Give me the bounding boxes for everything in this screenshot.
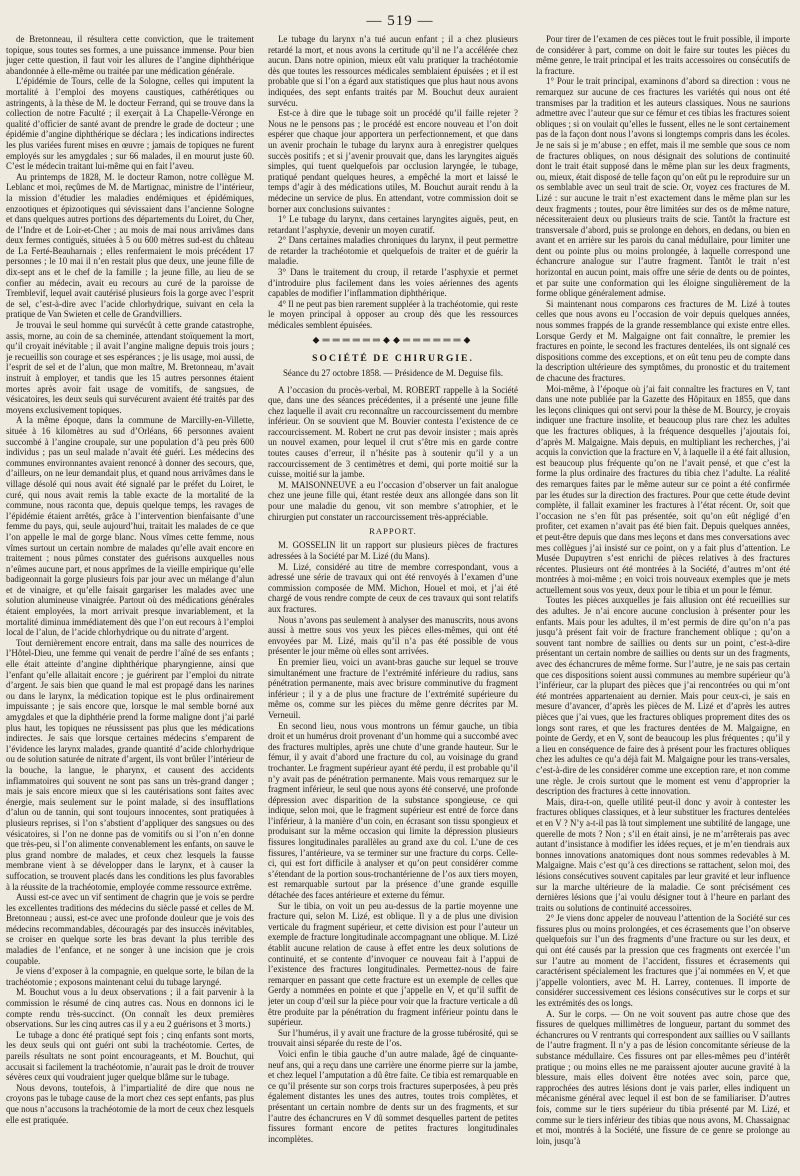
paragraph: 4° Il ne peut pas bien rarement suppléer à la trachéotomie, qui reste le moyen principal à opposer au croup dès que les ressources médicales semblent épuisées. [268, 298, 518, 331]
column-right [536, 34, 790, 1170]
paragraph: Est-ce à dire que le tubage soit un procédé qu’il faille rejeter ? Nous ne le pensons pas ; le procédé est encore nouveau et l’on doit espérer que chaque jour apportera un perfectionnement, et que dans un avenir prochain le tubage du larynx aura à enregistrer quelques succès positifs ; et si j’avenir prouvait que, dans les laryngites aiguës simples, qui tuent quelquefois par occlusion laryngée, le tubage, pratiqué pendant quelques heures, a empêché la mort et laissé le temps d’agir à des médications utiles, M. Bouchut aurait rendu à la médecine un service de plus. En attendant, votre commission doit se borner aux conclusions suivantes : [268, 108, 518, 214]
page-header [0, 12, 800, 30]
paragraph: Je viens d’exposer à la compagnie, en quelque sorte, le bilan de la trachéotomie ; exposons maintenant celui du tubage laryngé. [6, 966, 254, 987]
paragraph: 1° Pour le trait principal, examinons d’abord sa direction : vous ne remarquez sur aucune de ces fractures les variétés qui nous ont été transmises par la tradition et les auteurs classiques. Nous ne saurions admettre avec l’auteur que sur ce fémur et ces tibias les fractures soient obliques ; si on voulait qu’elles le fussent, elles ne le sont certainement pas de la façon dont nous l’avons si longtemps compris dans les écoles. Je ne sais si je m’abuse ; en effet, mais il me semble que sous ce nom de fractures obliques, on nous désignait des solutions de continuité dont le trait était supposé dans le même plan sur les deux fragments, ou, mieux, était disposé de telle façon qu’on eût pu le reproduire sur un os semblable avec un seul trait de scie. Or, voyez ces fractures de M. Lizé : sur aucune le trait n’est exactement dans le même plan sur les deux fragments ; toutes, pour être limitées sur des os de même nature, nécessiteraient deux ou plusieurs traits de scie. Tantôt la fracture est transversale d’abord, puis se prolonge en dehors, en dedans, ou bien en avant et en arrière sur les parois du canal médullaire, pour limiter une dent ou pointe plus ou moins prolongée, à laquelle correspond une échancrure analogue sur l’autre fragment. Tantôt le trait n’est horizontal en aucun point, mais offre une série de dents ou de pointes, et par suite une conformation qui les éloigne singulièrement de la forme oblique généralement admise. [536, 76, 790, 299]
paragraph: Pour tirer de l’examen de ces pièces tout le fruit possible, il importe de considérer à part, comme on doit le faire sur toutes les pièces du même genre, le trait principal et les traits accessoires ou consécutifs de la fracture. [536, 34, 790, 76]
paragraph: M. MAISONNEUVE a eu l’occasion d’observer un fait analogue chez une jeune fille qui, étant restée deux ans allongée dans son lit pour une maladie du genou, vit son membre s’atrophier, et le chirurgien put constater un raccourcissement très-appréciable. [268, 479, 518, 522]
paragraph: Tout dernièrement encore entrait, dans ma salle des nourrices de l’Hôtel-Dieu, une femme qui venait de perdre l’aîné de ses enfants ; elle était atteinte d’angine diphthérique pharyngienne, ainsi que l’enfant qu’elle allaitait encore ; je guérirent par l’emploi du nitrate d’argent. Je sais bien que quand le mal est propagé dans les narines ou dans le larynx, la médication topique est le plus ordinairement impuissante ; je sais encore que, lorsque le mal semble borné aux amygdales et que la diphthérie prend la forme maligne dont j’ai parlé plus haut, les topiques ne réussissent pas plus que les médications indirectes. Je sais que lorsque certaines médecins s’emparent de l’évidence les larynx malades, grande quantité d’acide chlorhydrique ou de solution saturée de nitrate d’argent, ils vont brûler l’intérieur de la bouche, la langue, le pharynx, et causent des accidents inflammatoires qui souvent ne sont pas sans un très-grand danger ; mais je sais encore mieux que si les cautérisations sont faites avec énergie, mais seulement sur le point malade, si des insufflations d’alun ou de tannin, qui sont toujours innocentes, sont pratiquées à plusieurs reprises, si l’on s’abstient d’appliquer des sangsues ou des vésicatoires, si l’on ne donne pas de vomitifs ou si l’on n’en donne que très-peu, si l’on alimente convenablement les enfants, on sauve le plus grand nombre de malades, et ceux chez lesquels la fausse membrane vient à se développer dans le larynx, et à causer la suffocation, se trouvent placés dans les conditions les plus favorables à la réussite de la trachéotomie, employée comme ressource extrême. [6, 637, 254, 892]
paragraph: 2° Je viens donc appeler de nouveau l’attention de la Société sur ces fissures plus ou moins prolongées, et ces écrasements que l’on observe quelquefois sur l’un des fragments d’une fracture ou sur les deux, et qui ont été causés par la pression que ces fragments ont exercée l’un sur l’autre au moment de l’accident, fissures et écrasements qui caractérisent spécialement les fractures que j’ai nommées en V, et que j’appelle volontiers, avec M. H. Larrey, contenues. Il importe de considérer successivement ces lésions consécutives sur le corps et sur les extrémités des os longs. [536, 913, 790, 1009]
paragraph: A l’occasion du procès-verbal, M. ROBERT rappelle à la Société que, dans une des séances précédentes, il a présenté une jeune fille chez laquelle il avait cru reconnaître un raccourcissement du membre inférieur. On se souvient que M. Bouvier contesta l’existence de ce raccourcissement. M. Robert ne crut pas devoir insister ; mais après un nouvel examen, pour lequel il crut s’être mis en garde contre toutes causes d’erreur, il n’hésite pas à soutenir qu’il y a un raccourcissement de 3 centimètres et demi, qui porte moitié sur la cuisse, moitié sur la jambe. [268, 384, 518, 480]
paragraph: Le tubage a donc été pratiqué sept fois ; cinq enfants sont morts, les deux seuls qui ont guéri ont subi la trachéotomie. Certes, de pareils résultats ne sont point encourageants, et M. Bouchut, qui accusait si facilement la trachéotomie, n’aurait pas le droit de trouver sévères ceux qui voudraient juger quelque blâme sur le tubage. [6, 1029, 254, 1083]
section-title: SOCIÉTÉ DE CHIRURGIE. [312, 352, 474, 364]
page-number: — 519 — [366, 13, 434, 29]
section-subtitle: Séance du 27 octobre 1858. — Présidence de M. Deguise fils. [282, 367, 504, 378]
paragraph: Sur l’humérus, il y avait une fracture de la grosse tubérosité, qui se trouvait ainsi séparée du reste de l’os. [268, 1027, 518, 1049]
paragraph: M. Lizé, considéré au titre de membre correspondant, vous a adressé une série de travaux qui ont été renvoyés à l’examen d’une commission composée de MM. Michon, Houel et moi, et j’ai été chargé de vous rendre compte de ceux de ces travaux qui sont relatifs aux fractures. [268, 561, 518, 615]
paragraph: Si maintenant nous comparons ces fractures de M. Lizé à toutes celles que nous avons eu l’occasion de voir depuis quelques années, nous sommes frappés de la grande ressemblance qui existe entre elles. Lorsque Gerdy et M. Malgaigne ont fait connaître, le premier les fractures en pointe, le second les fractures dentelées, ils ont signalé ces dispositions comme des exceptions, et on eût tenu peu de compte dans la description ultérieure des symptômes, du pronostic et du traitement de chacune des fractures. [536, 298, 790, 383]
paragraph: 1° Le tubage du larynx, dans certaines laryngites aiguës, peut, en retardant l’asphyxie, devenir un moyen curatif. [268, 214, 518, 235]
paragraph: Je trouvai le seul homme qui survécût à cette grande catastrophe, assis, morne, au coin de sa cheminée, attendant stoïquement la mort, qu’il croyait inévitable ; il avait l’angine maligne depuis trois jours ; je recueillis son courage et ses espérances ; je lis usage, moi aussi, de l’esprit de sel et de l’alun, que mon maître, M. Bretonneau, m’avait instruit à employer, et tandis que les 15 autres personnes étaient mortes après avoir fait usage de vomitifs, de sangsues, de vésicatoires, les deux seuls qui survécurent avaient été traités par des moyens exclusivement topiques. [6, 320, 254, 415]
paragraph: de Bretonneau, il résultera cette conviction, que le traitement topique, sous toutes ses formes, a une puissance immense. Pour bien juger cette question, il faut voir les allures de l’angine diphthérique abandonnée à elle-même ou traitée par une médication générale. [6, 34, 254, 76]
paragraph: Le tubage du larynx n’a tué aucun enfant ; il a chez plusieurs retardé la mort, et nous avons la certitude qu’il ne l’a accélérée chez aucun. Dans notre opinion, mieux eût valu pratiquer la trachéotomie dès que toutes les ressources médicales semblaient épuisées ; et il est probable que si l’on a égard aux statistiques que plus haut nous avons indiquées, des sept enfants traités par M. Bouchut deux auraient survécu. [268, 34, 518, 108]
paragraph: 3° Dans le traitement du croup, il retarde l’asphyxie et permet d’introduire plus facilement dans les voies aériennes des agents capables de modifier l’inflammation diphthérique. [268, 267, 518, 299]
column-middle [268, 34, 518, 1170]
paragraph: A. Sur le corps. — On ne voit souvent pas autre chose que des fissures de quelques millimètres de longueur, partant du sommet des échancrures ou V rentrants qui correspondent aux saillies ou V saillants de l’autre fragment. Il n’y a pas de lésion concomitante sérieuse de la substance médullaire. Ces fissures ont par elles-mêmes peu d’intérêt pratique ; ou moins elles ne me paraissent ajouter aucune gravité à la blessure, mais elles doivent être notées avec soin, parce que, rapprochées des autres lésions dont je vais parler, elles indiquent un mécanisme général avec lequel il est bon de se familiariser. D’autres fois, comme sur le tiers supérieur du tibia présenté par M. Lizé, et comme sur le tiers inférieur des tibias que nous avons, M. Chassaignac et moi, montrés à la Société, une fissure de ce genre se prolonge au loin, jusqu’à [536, 1008, 790, 1146]
paragraph: Nous n’avons pas seulement à analyser des manuscrits, nous avons aussi à mettre sous vos yeux les pièces elles-mêmes, qui ont été envoyées par M. Lizé, mais qu’il n’a pas été possible de vous présenter le jour même où elles sont arrivées. [268, 614, 518, 657]
paragraph: 2° Dans certaines maladies chroniques du larynx, il peut permettre de retarder la trachéotomie et quelquefois de traiter et de guérir la maladie. [268, 235, 518, 267]
section-ornament: ⬥══════⬥⬥══════⬥ [312, 334, 474, 346]
paragraph: Aussi est-ce avec un vif sentiment de chagrin que je vois se perdre les excellentes traditions des médecins du siècle passé et celles de M. Bretonneau ; aussi, est-ce avec une profonde douleur que je vois des médecins recommandables, découragés par des insuccès inévitables, se croiser en quelque sorte les bras devant la plus terrible des maladies de l’enfance, et ne songer à une incision que je crois coupable. [6, 892, 254, 966]
paragraph: Voici enfin le tibia gauche d’un autre malade, âgé de cinquante-neuf ans, qui a reçu dans une carrière une énorme pierre sur la jambe, et chez lequel l’amputation a dû être faite. Ce tibia est remarquable en ce qu’il présente sur son corps trois fractures superposées, à peu près également distantes les unes des autres, toutes trois complètes, et présentant un certain nombre de dents sur un des fragments, et sur l’autre des échancrures en V dû sommet desquelles partent de petites fissures formant encore de petites fractures longitudinales incomplètes. [268, 1048, 518, 1144]
paragraph: A la même époque, dans la commune de Marcilly-en-Villette, située à 16 kilomètres au sud d’Orléans, 66 personnes avaient succombé à l’angine croupale, sur une population d’à peu près 600 individus ; pas un seul malade n’avait été guéri. Les médecins des communes environnantes avaient renoncé à donner des secours, que, d’ailleurs, on ne leur demandait plus, et quand nous arrivâmes dans le village désolé qui nous avait été signalé par le préfet du Loiret, le curé, qui nous avait remis la table exacte de la mortalité de la commune, nous raconta que, depuis quelque temps, les ravages de l’épidémie étaient arrêtés, grâce à l’intervention bienfaisante d’une femme du pays, qui, seule aujourd’hui, traitait les malades de ce que l’on appelle le mal de gorge blanc. Nous vîmes cette femme, nous vîmes surtout un certain nombre de malades qu’elle avait encore en traitement ; nous pûmes constater des guérisons auxquelles nous n’eûmes aucune part, et nous apprîmes de la vieille empirique qu’elle badigeonnait la gorge plusieurs fois par jour avec un mélange d’alun et de vinaigre, et qu’elle faisait gargariser les malades avec une solution alumineuse vinaigrée. Partout où des médications générales étaient employées, la mort arrivait presque invariablement, et la mortalité diminua immédiatement dès que l’on eut recours à l’emploi local de l’alun, de l’acide chlorhydrique ou du nitrate d’argent. [6, 415, 254, 638]
paragraph: Moi-même, à l’époque où j’ai fait connaître les fractures en V, tant dans une note publiée par la Gazette des Hôpitaux en 1855, que dans les leçons cliniques qui ont servi pour la thèse de M. Bourcy, je croyais indiquer une fracture insolite, et beaucoup plus rare chez les adultes que les fractures obliques, à la fréquence desquelles j’ajoutais foi, d’après M. Malgaigne. Mais depuis, en multipliant les recherches, j’ai acquis la conviction que la fracture en V, à laquelle il a été fait allusion, est beaucoup plus fréquente qu’on ne l’avait pensé, et que c’est la forme la plus ordinaire des fractures du tibia chez l’adulte. La réalité des remarques faites par le même auteur sur ce point a été confirmée par les études sur la direction des fractures. Pour que cette étude devint complète, il fallait examiner les fractures à l’état récent. Or, soit que l’occasion ne s’en fût pas présentée, soit qu’on eût négligé d’en profiter, cet examen n’avait pas été bien fait. Depuis quelques années, et peut-être depuis que dans mes leçons et dans mes conversations avec mes collègues j’ai insisté sur ce point, on y a fait plus d’attention. Le Musée Dupuytren s’est enrichi de pièces relatives à des fractures récentes. Plusieurs ont été montrées à la Société, d’autres m’ont été montrées à moi-même ; en voici trois nouveaux exemples que je mets actuellement sous vos yeux, deux pour le tibia et un pour le fémur. [536, 383, 790, 595]
paragraph: L’épidémie de Tours, celle de la Sologne, celles qui imputent la mortalité à l’emploi des moyens caustiques, cathérétiques ou astringents, à la thèse de M. le docteur Ferrand, qui se trouve dans la collection de notre Faculté ; il exerçait à La Chapelle-Véronge en qualité d’officier de santé avant de prendre le grade de docteur ; une épidémie d’angine diphthérique se déclara ; les indications indirectes les plus variées furent mises en œuvre ; jamais de topiques ne furent employés sur les amygdales ; sur 66 malades, il en mourut juste 60. C’est le médecin traitant lui-même qui en fait l’aveu. [6, 76, 254, 172]
paragraph: Nous devons, toutefois, à l’impartialité de dire que nous ne croyons pas le tubage cause de la mort chez ces sept enfants, pas plus que nous n’accusons la trachéotomie de la mort de ceux chez lesquels elle est pratiquée. [6, 1082, 254, 1125]
paragraph: Toutes les pièces auxquelles je fais allusion ont été recueillies sur des adultes. Je n’ai encore aucune conclusion à présenter pour les enfants. Mais pour les adultes, il m’est permis de dire qu’on n’a pas jusqu’à présent fait voir de fracture franchement oblique ; qu’on a souvent tant nombre de saillies ou dents sur un point, c’est-à-dire présentant un certain nombre de saillies ou dents sur un des fragments, avec des échancrures de même forme. Sur l’autre, je ne sais pas certain que ces dispositions soient aussi communes au membre supérieur qu’à l’inférieur, car la plupart des pièces que j’ai rencontrées ou qui m’ont été montrées appartenaient au dernier. Mais pour ceux-ci, je sais en mesure d’avancer, d’après les pièces de M. Lizé et d’après les autres pièces que j’ai vues, que les fractures obliques proprement dites des os longs sont rares, et que les fractures dentées de M. Malgaigne, en pointe de Gerdy, et en V, sont de beaucoup les plus fréquentes ; qu’il y a lieu en conséquence de faire des à présent pour les fractures obliques chez les adultes ce qu’a déjà fait M. Malgaigne pour les trans-versales, c’est-à-dire de les considérer comme une exception rare, et non comme une règle. Je crois surtout que le moment est venu d’approprier la description des fractures à cette innovation. [536, 595, 790, 797]
paragraph: M. Bouchut vous a lu deux observations ; il a fait parvenir à la commission le résumé de cinq autres cas. Nous en donnons ici le compte rendu très-succinct. (On connaît les deux premières observations. Sur les cinq autres cas il y a eu 2 guérisons et 3 morts.) [6, 987, 254, 1030]
paragraph: En premier lieu, voici un avant-bras gauche sur lequel se trouve simultanément une fracture de l’extrémité inférieure du radius, sans pénétration permanente, mais avec brisure comminutive du fragment inférieur ; il y a de plus une fracture de l’extrémité supérieure du même os, comme sur les pièces du même genre décrites par M. Verneuil. [268, 656, 518, 720]
paragraph: Au printemps de 1828, M. le docteur Ramon, notre collègue M. Leblanc et moi, reçûmes de M. de Martignac, ministre de l’intérieur, la mission d’étudier les maladies endémiques et épidémiques, enzootiques et épizootiques qui sévissaient dans l’ancienne Sologne et dans quelques autres portions des départements du Loiret, du Cher, de l’Indre et de Loir-et-Cher ; au mois de mai nous arrivâmes dans deux fermes contiguës, situées à 5 ou 600 mètres sud-est du château de La Ferté-Beauharnais ; elles renfermaient le mois précédent 17 personnes ; le 10 mai il n’en restait plus que deux, une jeune fille de dix-sept ans et le chef de la famille ; la jeune fille, au lieu de se confier au médecin, avait eu recours au curé de la paroisse de Tremblevif, lequel avait cautérisé plusieurs fois la gorge avec l’esprit de sel, c’est-à-dire avec l’acide chlorhydrique, suivant en cela la pratique de Van Swieten et celle de Grandvilliers. [6, 171, 254, 320]
paragraph: Sur le tibia, on voit un peu au-dessus de la partie moyenne une fracture qui, selon M. Lizé, est oblique. Il y a de plus une division verticale du fragment supérieur, et cette division est pour l’auteur un exemple de fracture longitudinale accompagnant une oblique. M. Lizé établit aucune relation de cause à effet entre les deux solutions de continuité, et se contente d’invoquer ce nouveau fait à l’appui de l’existence des fractures longitudinales. Permettez-nous de faire remarquer en passant que cette fracture est un exemple de celles que Gerdy a nommées en pointe et que j’appelle en V, et qu’il suffit de jeter un coup d’œil sur la pièce pour voir que la fracture verticale a dû être produite par la pénétration du fragment inférieur pointu dans le supérieur. [268, 900, 518, 1028]
paragraph: Mais, dira-t-on, quelle utilité peut-il donc y avoir à contester les fractures obliques classiques, et à leur substituer les fractures dentelées et en V ? N’y a-t-il pas là tout simplement une subtilité de langage, une querelle de mots ? Non ; s’il en était ainsi, je ne m’arrêterais pas avec autant d’insistance à modifier les idées reçues, et je m’en tiendrais aux bonnes innovations anatomiques dont nous sommes redevables à M. Malgaigne. Mais c’est qu’à ces directions se rattachent, selon moi, des lésions consécutives souvent capitales par leur gravité et leur influence sur la marche ultérieure de la maladie. Ce sont précisément ces dernières lésions que j’ai voulu désigner tout à l’heure en parlant des traits ou solutions de continuité accessoires. [536, 796, 790, 913]
paragraph: M. GOSSELIN lit un rapport sur plusieurs pièces de fractures adressées à la Société par M. Lizé (du Mans). [268, 540, 518, 562]
rapport-heading: RAPPORT. [369, 526, 417, 537]
column-left [6, 34, 254, 1170]
paragraph: En second lieu, nous vous montrons un fémur gauche, un tibia droit et un humérus droit provenant d’un homme qui a succombé avec des fractures multiples, après une chute d’une grande hauteur. Sur le fémur, il y avait d’abord une fracture du col, au voisinage du grand trochanter. Le fragment supérieur ayant été perdu, il est probable qu’il n’y avait pas de pénétration permanente. Mais vous remarquez sur le fragment inférieur, le seul que nous ayons été conservé, une profonde dépression avec disparition de la substance spongieuse, ce qui indique, selon moi, que le fragment supérieur est entré de force dans l’inférieur, à la manière d’un coin, en écrasant son tissu spongieux et produisant sur la même occasion qui limite la dépression plusieurs fissures longitudinales parallèles au grand axe du col. L’une de ces fissures, l’antérieure, va se terminer sur une fracture du corps. Celle-ci, qui est fort difficile à analyser et qu’on peut considérer comme s’étendant de la portion sous-trochantérienne de l’os aux tiers moyen, est remarquable surtout par la présence d’une grande esquille détachée des faces antérieure et externe du fémur. [268, 720, 518, 901]
